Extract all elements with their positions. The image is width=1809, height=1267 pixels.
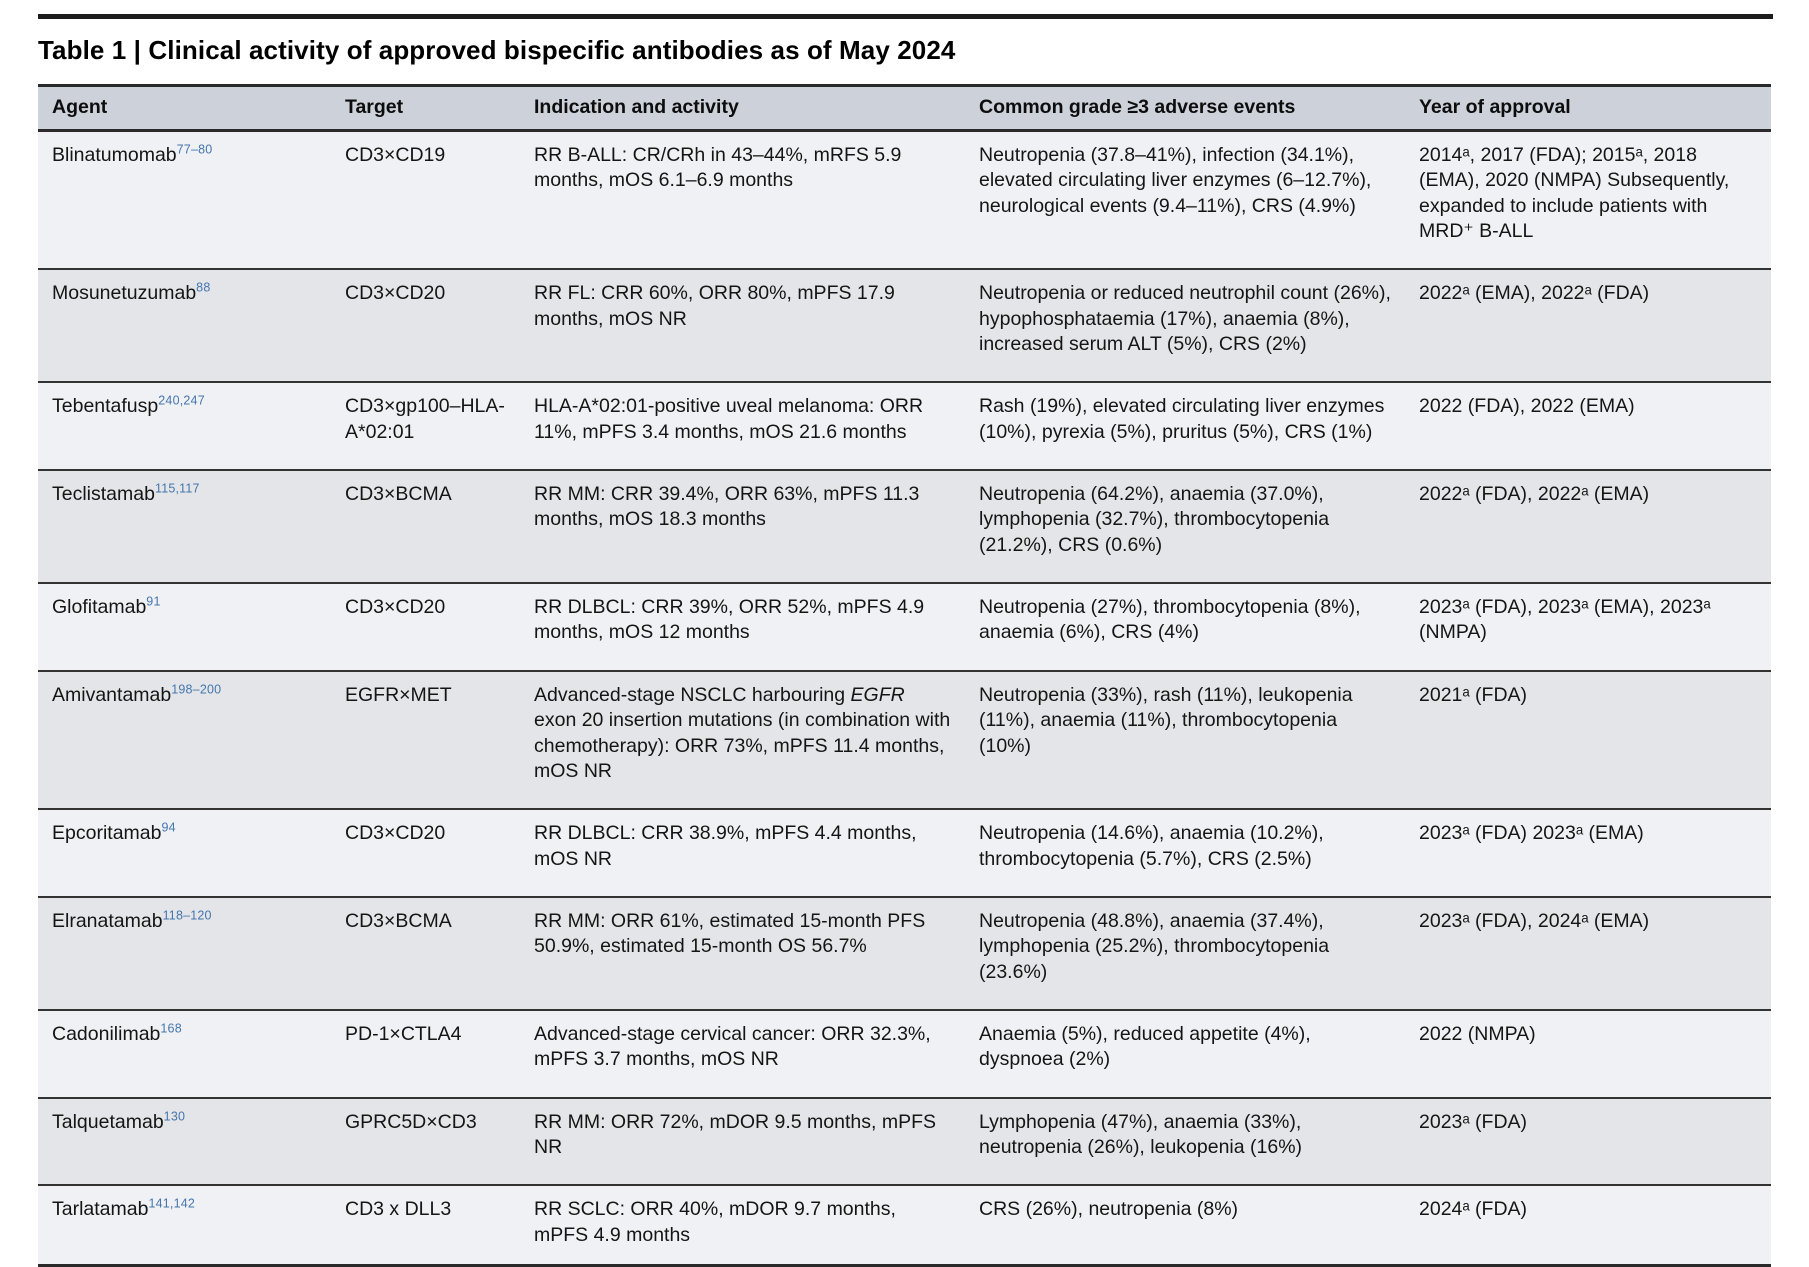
adverse-events-cell: Neutropenia (27%), thrombocytopenia (8%), anaemia (6%), CRS (4%) [965,583,1405,671]
table-header-row [38,86,1771,131]
table-row-amivantamab [38,671,1771,809]
adverse-events-cell: Neutropenia or reduced neutrophil count (26%), hypophosphataemia (17%), anaemia (8%), increased serum ALT (5%), CRS (2%) [965,269,1405,382]
table-row-elranatamab [38,897,1771,1010]
indication-text: RR SCLC: ORR 40%, mDOR 9.7 months, mPFS 4.9 months [534,1198,896,1246]
target-cell: CD3×BCMA [331,470,520,583]
agent-name: Mosunetuzumab [52,282,197,305]
column-header-indication: Indication and activity [520,86,965,131]
citation-reference-link[interactable]: 115,117 [154,481,200,496]
adverse-events-cell: Rash (19%), elevated circulating liver enzymes (10%), pyrexia (5%), pruritus (5%), CRS (1%) [965,382,1405,470]
approval-cell: 2024ᵃ (FDA) [1405,1185,1771,1265]
citation-reference-link[interactable]: 91 [146,594,161,609]
adverse-events-cell: Neutropenia (48.8%), anaemia (37.4%), lymphopenia (25.2%), thrombocytopenia (23.6%) [965,897,1405,1010]
approval-cell: 2023ᵃ (FDA), 2023ᵃ (EMA), 2023ᵃ (NMPA) [1405,583,1771,671]
approval-cell: 2021ᵃ (FDA) [1405,671,1771,809]
table-row-epcoritamab [38,809,1771,897]
agent-cell [38,470,331,583]
agent-name: Cadonilimab [52,1022,161,1045]
indication-text: Advanced-stage NSCLC harbouring [534,683,851,706]
indication-text: HLA-A*02:01-positive uveal melanoma: ORR 11%, mPFS 3.4 months, mOS 21.6 months [534,395,924,443]
agent-name: Tebentafusp [52,395,159,418]
indication-cell [520,1185,965,1265]
table-row-tebentafusp [38,382,1771,470]
table-row-glofitamab [38,583,1771,671]
citation-reference-link[interactable]: 88 [196,280,211,295]
column-header-adverse-events: Common grade ≥3 adverse events [965,86,1405,131]
agent-cell [38,1098,331,1186]
agent-cell [38,1010,331,1098]
target-cell: PD-1×CTLA4 [331,1010,520,1098]
agent-name: Teclistamab [52,483,155,506]
indication-cell [520,583,965,671]
indication-text: RR FL: CRR 60%, ORR 80%, mPFS 17.9 months, mOS NR [534,282,895,330]
table-row-tarlatamab [38,1185,1771,1265]
indication-cell [520,897,965,1010]
column-header-target: Target [331,86,520,131]
agent-name: Amivantamab [52,683,172,706]
clinical-activity-table [38,84,1771,1267]
target-cell: CD3×CD20 [331,809,520,897]
approval-cell: 2022ᵃ (EMA), 2022ᵃ (FDA) [1405,269,1771,382]
approval-cell: 2023ᵃ (FDA), 2024ᵃ (EMA) [1405,897,1771,1010]
adverse-events-cell: Lymphopenia (47%), anaemia (33%), neutropenia (26%), leukopenia (16%) [965,1098,1405,1186]
adverse-events-cell: Neutropenia (14.6%), anaemia (10.2%), thrombocytopenia (5.7%), CRS (2.5%) [965,809,1405,897]
citation-reference-link[interactable]: 77–80 [176,142,213,157]
target-cell: CD3 x DLL3 [331,1185,520,1265]
column-header-agent: Agent [38,86,331,131]
adverse-events-cell: Neutropenia (64.2%), anaemia (37.0%), lymphopenia (32.7%), thrombocytopenia (21.2%), CRS (0.6%) [965,470,1405,583]
indication-cell [520,470,965,583]
column-header-approval: Year of approval [1405,86,1771,131]
indication-cell [520,131,965,270]
target-cell: CD3×CD19 [331,131,520,270]
target-cell: EGFR×MET [331,671,520,809]
agent-name: Epcoritamab [52,822,162,845]
adverse-events-cell: Anaemia (5%), reduced appetite (4%), dyspnoea (2%) [965,1010,1405,1098]
indication-text: Advanced-stage cervical cancer: ORR 32.3%, mPFS 3.7 months, mOS NR [534,1022,931,1071]
indication-gene-name: EGFR [850,683,905,706]
indication-cell [520,1098,965,1186]
target-cell: CD3×gp100–HLA-A*02:01 [331,382,520,470]
agent-name: Glofitamab [52,596,147,619]
citation-reference-link[interactable]: 141,142 [148,1196,196,1211]
target-cell: CD3×BCMA [331,897,520,1010]
agent-cell [38,583,331,671]
citation-reference-link[interactable]: 198–200 [171,682,222,697]
adverse-events-cell: Neutropenia (33%), rash (11%), leukopenia (11%), anaemia (11%), thrombocytopenia (10%) [965,671,1405,809]
approval-cell: 2022 (FDA), 2022 (EMA) [1405,382,1771,470]
indication-cell [520,809,965,897]
indication-text: RR MM: ORR 72%, mDOR 9.5 months, mPFS NR [534,1110,936,1158]
approval-cell: 2022ᵃ (FDA), 2022ᵃ (EMA) [1405,470,1771,583]
indication-text: RR DLBCL: CRR 38.9%, mPFS 4.4 months, mOS NR [534,822,917,870]
indication-text: RR DLBCL: CRR 39%, ORR 52%, mPFS 4.9 months, mOS 12 months [534,596,925,644]
agent-cell [38,269,331,382]
agent-name: Elranatamab [52,909,163,932]
agent-cell [38,131,331,270]
target-cell: CD3×CD20 [331,583,520,671]
table-title: Table 1 | Clinical activity of approved bispecific antibodies as of May 2024 [38,35,956,65]
agent-cell [38,897,331,1010]
table-row-cadonilimab [38,1010,1771,1098]
approval-cell: 2022 (NMPA) [1405,1010,1771,1098]
approval-cell: 2014ᵃ, 2017 (FDA); 2015ᵃ, 2018 (EMA), 2020 (NMPA) Subsequently, expanded to include patients with MRD⁺ B-ALL [1405,131,1771,270]
indication-text: RR MM: CRR 39.4%, ORR 63%, mPFS 11.3 months, mOS 18.3 months [534,483,920,531]
adverse-events-cell: CRS (26%), neutropenia (8%) [965,1185,1405,1265]
indication-text: RR MM: ORR 61%, estimated 15-month PFS 50.9%, estimated 15-month OS 56.7% [534,909,926,958]
citation-reference-link[interactable]: 130 [163,1109,186,1124]
agent-cell [38,671,331,809]
agent-name: Talquetamab [52,1110,164,1133]
adverse-events-cell: Neutropenia (37.8–41%), infection (34.1%), elevated circulating liver enzymes (6–12.7%), neurological events (9.4–11%), CRS (4.9%) [965,131,1405,270]
table-row-blinatumomab [38,131,1771,270]
table-row-mosunetuzumab [38,269,1771,382]
indication-cell [520,269,965,382]
citation-reference-link[interactable]: 168 [160,1021,182,1036]
agent-cell [38,809,331,897]
citation-reference-link[interactable]: 240,247 [158,393,205,408]
indication-cell [520,671,965,809]
indication-cell [520,1010,965,1098]
approval-cell: 2023ᵃ (FDA) [1405,1098,1771,1186]
agent-cell [38,1185,331,1265]
agent-name: Blinatumomab [52,144,177,166]
indication-cell [520,382,965,470]
citation-reference-link[interactable]: 118–120 [162,908,212,923]
indication-text: exon 20 insertion mutations (in combination with chemotherapy): ORR 73%, mPFS 11.4 months, mOS NR [534,709,951,782]
target-cell: GPRC5D×CD3 [331,1098,520,1186]
target-cell: CD3×CD20 [331,269,520,382]
citation-reference-link[interactable]: 94 [161,820,176,835]
table-row-talquetamab [38,1098,1771,1186]
indication-text: RR B-ALL: CR/CRh in 43–44%, mRFS 5.9 months, mOS 6.1–6.9 months [534,144,902,192]
agent-cell [38,382,331,470]
top-rule-divider [38,14,1773,19]
agent-name: Tarlatamab [52,1198,149,1221]
table-row-teclistamab [38,470,1771,583]
approval-cell: 2023ᵃ (FDA) 2023ᵃ (EMA) [1405,809,1771,897]
